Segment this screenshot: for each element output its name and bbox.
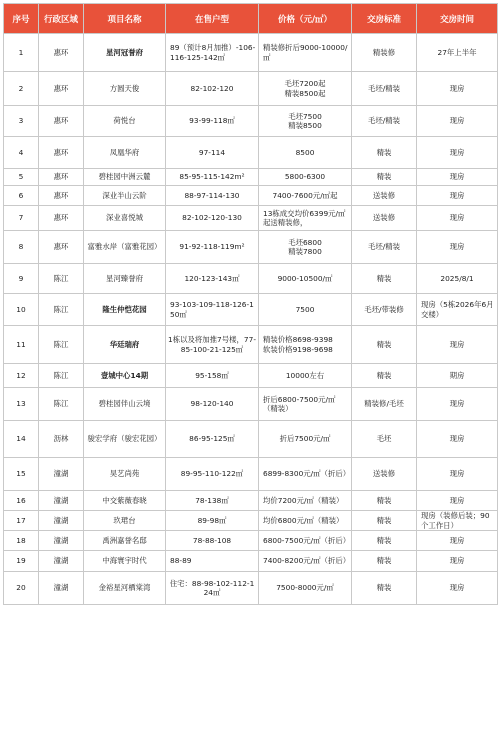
cell-district: 陈江 xyxy=(39,364,84,388)
cell-project: 壹城中心14期 xyxy=(84,364,166,388)
cell-project: 中交紫薇春晓 xyxy=(84,491,166,511)
cell-price: 折后6800-7500元/㎡（精装） xyxy=(259,388,352,421)
cell-delivery: 2025/8/1 xyxy=(417,264,498,294)
header-standard: 交房标准 xyxy=(352,4,417,34)
table-row xyxy=(4,206,498,231)
cell-delivery: 现房 xyxy=(417,106,498,137)
cell-project: 玖珺台 xyxy=(84,511,166,531)
cell-standard: 毛坯/精装 xyxy=(352,231,417,264)
cell-project: 富雅水岸（富雅花园） xyxy=(84,231,166,264)
table-row xyxy=(4,231,498,264)
cell-project: 昊艺尚苑 xyxy=(84,458,166,491)
cell-units: 86-95-125㎡ xyxy=(166,421,259,458)
cell-price: 10000左右 xyxy=(259,364,352,388)
cell-standard: 精装 xyxy=(352,572,417,605)
cell-price: 均价6800元/㎡（精装） xyxy=(259,511,352,531)
table-header-row xyxy=(4,4,498,34)
cell-delivery: 27年上半年 xyxy=(417,34,498,72)
cell-price: 毛坯6800 精装7800 xyxy=(259,231,352,264)
cell-index: 2 xyxy=(4,72,39,106)
cell-delivery: 现房 xyxy=(417,491,498,511)
cell-standard: 送装修 xyxy=(352,186,417,206)
cell-price: 7400-8200元/㎡（折后） xyxy=(259,551,352,572)
table-row xyxy=(4,34,498,72)
cell-standard: 毛坯 xyxy=(352,421,417,458)
table-row xyxy=(4,326,498,364)
cell-district: 惠环 xyxy=(39,137,84,169)
cell-district: 惠环 xyxy=(39,186,84,206)
header-project: 项目名称 xyxy=(84,4,166,34)
cell-delivery: 现房 xyxy=(417,551,498,572)
cell-project: 骏宏学府（骏宏花园） xyxy=(84,421,166,458)
cell-standard: 毛坯/精装 xyxy=(352,72,417,106)
cell-index: 7 xyxy=(4,206,39,231)
cell-price: 7500 xyxy=(259,294,352,326)
cell-index: 18 xyxy=(4,531,39,551)
cell-delivery: 现房 xyxy=(417,137,498,169)
cell-units: 88-97-114-130 xyxy=(166,186,259,206)
table-row xyxy=(4,294,498,326)
table-row xyxy=(4,572,498,605)
header-district: 行政区域 xyxy=(39,4,84,34)
cell-standard: 精装 xyxy=(352,169,417,186)
cell-units: 95-158㎡ xyxy=(166,364,259,388)
housing-price-table xyxy=(3,3,498,605)
cell-delivery: 现房 xyxy=(417,531,498,551)
cell-delivery: 现房 xyxy=(417,421,498,458)
table-row xyxy=(4,458,498,491)
cell-units: 89-98㎡ xyxy=(166,511,259,531)
cell-project: 碧桂园中洲云麓 xyxy=(84,169,166,186)
cell-index: 14 xyxy=(4,421,39,458)
header-units: 在售户型 xyxy=(166,4,259,34)
cell-delivery: 现房 xyxy=(417,458,498,491)
cell-district: 潼湖 xyxy=(39,491,84,511)
table-row xyxy=(4,186,498,206)
table-row xyxy=(4,137,498,169)
cell-price: 均价7200元/㎡（精装） xyxy=(259,491,352,511)
cell-index: 5 xyxy=(4,169,39,186)
cell-district: 惠环 xyxy=(39,206,84,231)
cell-delivery: 现房 xyxy=(417,206,498,231)
cell-units: 85-95-115-142m² xyxy=(166,169,259,186)
cell-index: 17 xyxy=(4,511,39,531)
cell-index: 16 xyxy=(4,491,39,511)
cell-delivery: 现房 xyxy=(417,169,498,186)
table-row xyxy=(4,511,498,531)
cell-index: 13 xyxy=(4,388,39,421)
cell-price: 9000-10500/㎡ xyxy=(259,264,352,294)
cell-project: 隆生仲恺花园 xyxy=(84,294,166,326)
cell-units: 89（预计8月加推）-106-116-125-142㎡ xyxy=(166,34,259,72)
cell-price: 7500-8000元/㎡ xyxy=(259,572,352,605)
cell-price: 8500 xyxy=(259,137,352,169)
cell-units: 89-95-110-122㎡ xyxy=(166,458,259,491)
cell-project: 星河臻誉府 xyxy=(84,264,166,294)
cell-project: 方圆天俊 xyxy=(84,72,166,106)
cell-index: 20 xyxy=(4,572,39,605)
cell-price: 毛坯7200起 精装8500起 xyxy=(259,72,352,106)
cell-project: 碧桂园伴山云境 xyxy=(84,388,166,421)
cell-index: 19 xyxy=(4,551,39,572)
cell-units: 88-89 xyxy=(166,551,259,572)
cell-index: 3 xyxy=(4,106,39,137)
cell-district: 陈江 xyxy=(39,326,84,364)
cell-district: 潼湖 xyxy=(39,572,84,605)
cell-project: 凤凰华府 xyxy=(84,137,166,169)
cell-standard: 精装 xyxy=(352,264,417,294)
cell-standard: 精装 xyxy=(352,326,417,364)
cell-project: 深业喜悦城 xyxy=(84,206,166,231)
cell-standard: 送装修 xyxy=(352,458,417,491)
cell-district: 惠环 xyxy=(39,169,84,186)
cell-district: 潼湖 xyxy=(39,531,84,551)
cell-price: 7400-7600元/㎡起 xyxy=(259,186,352,206)
cell-index: 8 xyxy=(4,231,39,264)
cell-project: 金裕星河栖棠湾 xyxy=(84,572,166,605)
cell-delivery: 现房 xyxy=(417,572,498,605)
cell-district: 惠环 xyxy=(39,72,84,106)
cell-delivery: 期房 xyxy=(417,364,498,388)
table-row xyxy=(4,169,498,186)
cell-units: 97-114 xyxy=(166,137,259,169)
cell-standard: 精装修/毛坯 xyxy=(352,388,417,421)
cell-delivery: 现房 xyxy=(417,72,498,106)
cell-price: 6800-7500元/㎡（折后） xyxy=(259,531,352,551)
cell-index: 12 xyxy=(4,364,39,388)
cell-district: 潼湖 xyxy=(39,511,84,531)
cell-index: 6 xyxy=(4,186,39,206)
cell-index: 11 xyxy=(4,326,39,364)
cell-units: 1栋以及将加推7号楼，77-85-100-21-125㎡ xyxy=(166,326,259,364)
cell-units: 78-88-108 xyxy=(166,531,259,551)
cell-delivery: 现房 xyxy=(417,388,498,421)
cell-standard: 精装 xyxy=(352,531,417,551)
cell-project: 星河冠誉府 xyxy=(84,34,166,72)
cell-price: 折后7500元/㎡ xyxy=(259,421,352,458)
header-price: 价格（元/㎡） xyxy=(259,4,352,34)
cell-index: 9 xyxy=(4,264,39,294)
cell-district: 陈江 xyxy=(39,264,84,294)
cell-index: 15 xyxy=(4,458,39,491)
cell-delivery: 现房（5栋2026年6月交楼） xyxy=(417,294,498,326)
cell-standard: 精装 xyxy=(352,137,417,169)
cell-standard: 精装 xyxy=(352,491,417,511)
header-index: 序号 xyxy=(4,4,39,34)
cell-units: 82-102-120-130 xyxy=(166,206,259,231)
cell-district: 惠环 xyxy=(39,34,84,72)
header-delivery: 交房时间 xyxy=(417,4,498,34)
table-row xyxy=(4,388,498,421)
table-row xyxy=(4,72,498,106)
table-row xyxy=(4,106,498,137)
cell-standard: 精装修 xyxy=(352,34,417,72)
cell-project: 中海寰宇时代 xyxy=(84,551,166,572)
cell-price: 13栋成交均价6399元/㎡起送精装修， xyxy=(259,206,352,231)
cell-standard: 精装 xyxy=(352,551,417,572)
cell-project: 荷悦台 xyxy=(84,106,166,137)
cell-delivery: 现房 xyxy=(417,231,498,264)
cell-price: 6899-8300元/㎡（折后） xyxy=(259,458,352,491)
cell-units: 91-92-118-119m² xyxy=(166,231,259,264)
cell-price: 毛坯7500 精装8500 xyxy=(259,106,352,137)
cell-units: 82-102-120 xyxy=(166,72,259,106)
cell-delivery: 现房（装修后装；90个工作日） xyxy=(417,511,498,531)
cell-standard: 精装 xyxy=(352,364,417,388)
cell-index: 1 xyxy=(4,34,39,72)
cell-price: 精装修折后9000-10000/㎡ xyxy=(259,34,352,72)
cell-index: 4 xyxy=(4,137,39,169)
cell-units: 78-138㎡ xyxy=(166,491,259,511)
cell-delivery: 现房 xyxy=(417,186,498,206)
table-row xyxy=(4,491,498,511)
table-row xyxy=(4,364,498,388)
table-row xyxy=(4,264,498,294)
cell-project: 深业半山云阶 xyxy=(84,186,166,206)
cell-units: 住宅：88-98-102-112-124㎡ xyxy=(166,572,259,605)
cell-project: 禹洲嘉誉名邸 xyxy=(84,531,166,551)
table-row xyxy=(4,531,498,551)
cell-price: 5800-6300 xyxy=(259,169,352,186)
cell-district: 潼湖 xyxy=(39,551,84,572)
cell-standard: 毛坯/精装 xyxy=(352,106,417,137)
cell-standard: 送装修 xyxy=(352,206,417,231)
cell-district: 惠环 xyxy=(39,231,84,264)
cell-standard: 毛坯/带装修 xyxy=(352,294,417,326)
cell-units: 93-99-118㎡ xyxy=(166,106,259,137)
cell-index: 10 xyxy=(4,294,39,326)
cell-project: 华廷瑞府 xyxy=(84,326,166,364)
cell-units: 93-103-109-118-126-150㎡ xyxy=(166,294,259,326)
cell-district: 惠环 xyxy=(39,106,84,137)
cell-standard: 精装 xyxy=(352,511,417,531)
cell-district: 陈江 xyxy=(39,294,84,326)
table-body xyxy=(4,34,498,605)
table-row xyxy=(4,551,498,572)
cell-delivery: 现房 xyxy=(417,326,498,364)
cell-price: 精装价格8698-9398 软装价格9198-9698 xyxy=(259,326,352,364)
cell-district: 陈江 xyxy=(39,388,84,421)
cell-units: 120-123-143㎡ xyxy=(166,264,259,294)
cell-units: 98-120-140 xyxy=(166,388,259,421)
cell-district: 潼湖 xyxy=(39,458,84,491)
table-row xyxy=(4,421,498,458)
cell-district: 沥林 xyxy=(39,421,84,458)
